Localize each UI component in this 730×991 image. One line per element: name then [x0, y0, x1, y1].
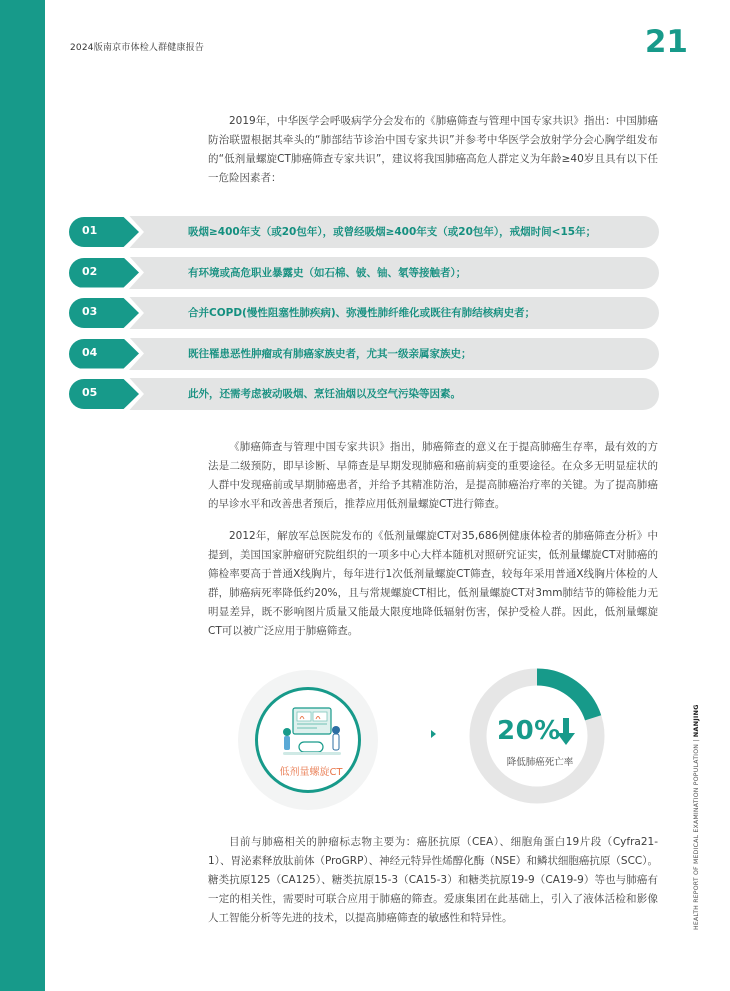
side-text-city: NANJING — [692, 704, 700, 738]
chevron-right-icon — [428, 729, 438, 739]
risk-number: 05 — [82, 386, 98, 399]
down-arrow-icon — [557, 718, 575, 746]
risk-number: 01 — [82, 224, 98, 237]
page-number: 21 — [644, 24, 688, 60]
risk-factor-item — [64, 378, 664, 410]
body-paragraph-3: 目前与肺癌相关的肿瘤标志物主要为：癌胚抗原（CEA）、细胞角蛋白19片段（Cyfra21-1）、胃泌素释放肽前体（ProGRP）、神经元特异性烯醇化酶（NSE）和鳞状细胞癌抗原（SCC）。糖类抗原125（CA125）、糖类抗原15-3（CA15-3）和糖类抗原19-9（CA19-9）等也与肺癌有一定的相关性，需要时可联合应用于肺癌的筛查。爱康集团在此基础上，引入了液体活检和影像人工智能分析等先进的技术，以提高肺癌筛查的敏感性和特异性。 — [208, 836, 658, 924]
donut-percent: 20% — [497, 716, 561, 746]
ct-scan-inner-circle — [255, 687, 361, 793]
report-title: 2024版南京市体检人群健康报告 — [70, 43, 205, 53]
risk-factor-item — [64, 216, 664, 248]
vertical-side-text — [692, 704, 700, 930]
body-paragraph-1: 《肺癌筛查与管理中国专家共识》指出，肺癌筛查的意义在于提高肺癌生存率，最有效的方法是二级预防，即早诊断、早筛查是早期发现肺癌和癌前病变的重要途径。在众多无明显症状的人群中发现癌前或早期肺癌患者，并给予其精准防治，是提高肺癌治疗率的关键。为了提高肺癌的早诊水平和改善患者预后，推荐应用低剂量螺旋CT进行筛查。 — [208, 441, 658, 510]
risk-factor-text: 此外，还需考虑被动吸烟、烹饪油烟以及空气污染等因素。 — [188, 388, 461, 400]
side-text-separator: | — [693, 739, 700, 742]
ct-label: 低剂量螺旋CT — [279, 767, 343, 778]
risk-factor-text: 合并COPD(慢性阻塞性肺疾病)、弥漫性肺纤维化或既往有肺结核病史者； — [188, 307, 536, 319]
risk-factor-text: 既往罹患恶性肿瘤或有肺癌家族史者，尤其一级亲属家族史； — [188, 347, 472, 360]
risk-factor-item — [64, 338, 664, 370]
risk-factor-item — [64, 297, 664, 329]
risk-factor-text: 有环境或高危职业暴露史（如石棉、铍、铀、氡等接触者）； — [188, 266, 467, 279]
body-paragraph-2: 2012年，解放军总医院发布的《低剂量螺旋CT对35,686例健康体检者的肺癌筛查分析》中提到，美国国家肿瘤研究院组织的一项多中心大样本随机对照研究证实，低剂量螺旋CT对肺癌的筛检率要高于普通X线胸片，每年进行1次低剂量螺旋CT筛查，较每年采用普通X线胸片体检的人群，肺癌病死率降低约20%，且与常规螺旋CT相比，低剂量螺旋CT对3mm肺结节的筛检能力无明显差异，既不影响图片质量又能最大限度地降低辐射伤害，保护受检人群。因此，低剂量螺旋CT可以被广泛应用于肺癌筛查。 — [208, 530, 658, 637]
left-color-band — [0, 0, 45, 991]
side-text-label: HEALTH REPORT OF MEDICAL EXAMINATION POPULATION — [693, 743, 700, 930]
risk-factor-text: 吸烟≥400年支（或20包年），或曾经吸烟≥400年支（或20包年），戒烟时间<15年； — [188, 226, 597, 238]
ct-scanner-illustration-icon — [279, 704, 343, 760]
risk-factor-list — [64, 216, 664, 419]
risk-number: 02 — [82, 264, 98, 278]
ct-scan-circle — [238, 670, 378, 810]
risk-number: 04 — [82, 345, 98, 359]
risk-factor-item — [64, 257, 664, 289]
risk-number: 03 — [82, 305, 98, 318]
intro-paragraph: 2019年，中华医学会呼吸病学分会发布的《肺癌筛查与管理中国专家共识》指出：中国肺癌防治联盟根据其牵头的“肺部结节诊治中国专家共识”并参考中华医学会放射学分会心胸学组发布的“低剂量螺旋CT肺癌筛查专家共识”，建议将我国肺癌高危人群定义为年龄≥40岁且具有以下任一危险因素者： — [208, 115, 658, 184]
donut-label: 降低肺癌死亡率 — [506, 757, 574, 768]
